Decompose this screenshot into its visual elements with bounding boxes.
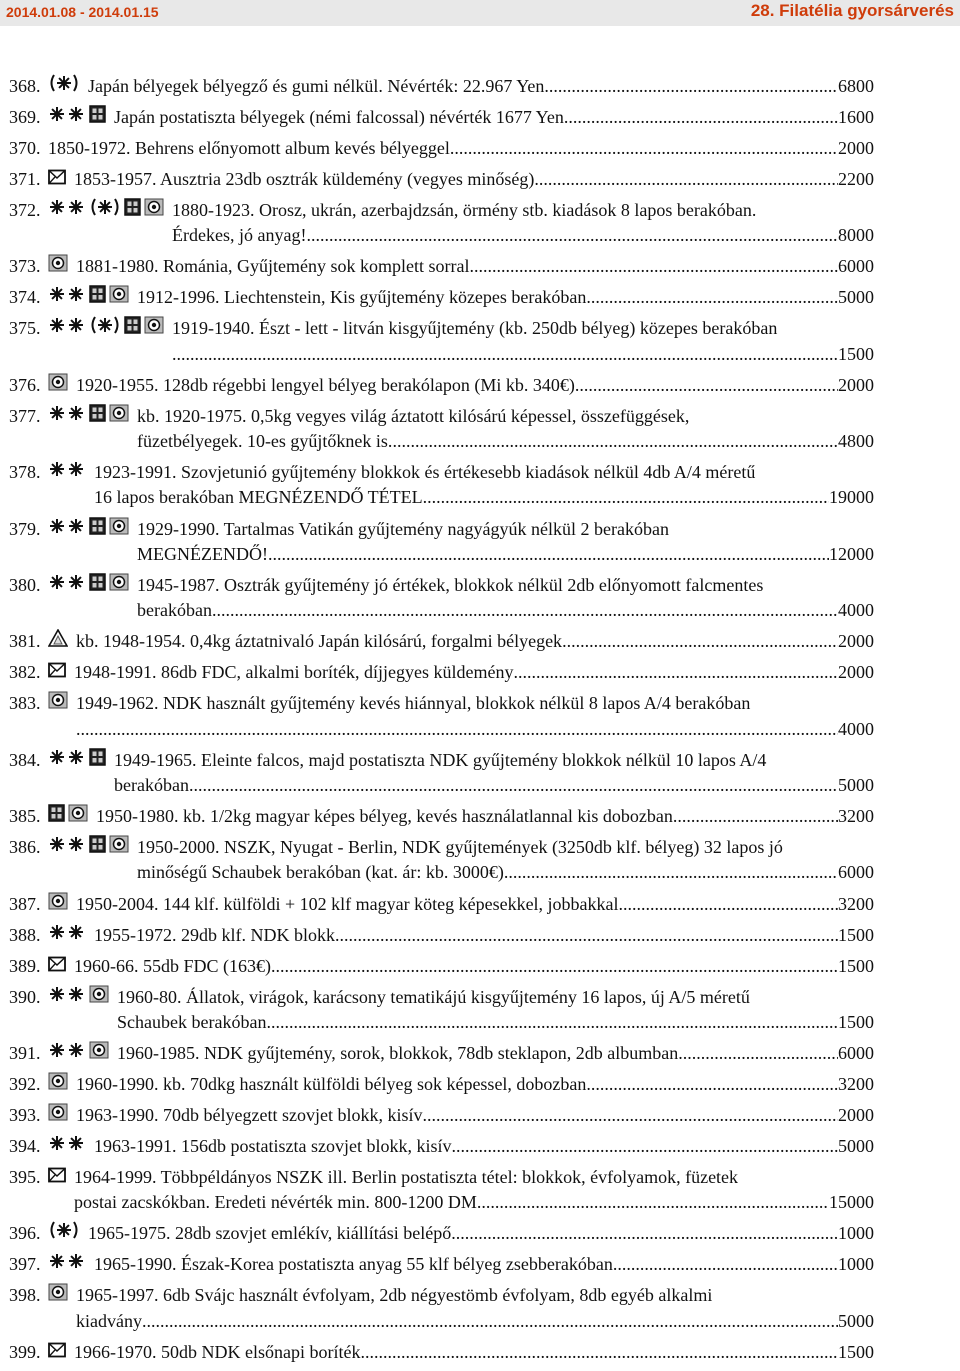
leader-dots bbox=[673, 804, 838, 829]
mint-icon bbox=[48, 460, 86, 485]
lot-number: 371. bbox=[9, 169, 41, 189]
starting-price: 1500 bbox=[838, 1011, 874, 1032]
description-text: 1950-1980. kb. 1/2kg magyar képes bélyeg, kevés használatlannal kis dobozban bbox=[96, 806, 673, 827]
lot-description bbox=[76, 691, 874, 741]
lot-entry bbox=[9, 1340, 874, 1365]
mint-icon bbox=[48, 748, 86, 773]
lot-number: 372. bbox=[9, 200, 41, 220]
description-text: kb. 1948-1954. 0,4kg áztatnivaló Japán kilósárú, forgalmi bélyegek bbox=[76, 631, 563, 652]
lot-description bbox=[94, 923, 874, 948]
used-icon bbox=[48, 254, 68, 279]
condition-icons bbox=[48, 517, 129, 542]
mint-icon bbox=[48, 404, 86, 429]
lot-description bbox=[88, 1221, 874, 1246]
lot-description bbox=[172, 316, 874, 366]
leader-dots bbox=[189, 773, 838, 798]
description-text: kiadvány bbox=[76, 1310, 142, 1331]
leader-dots bbox=[335, 923, 838, 948]
mint-icon bbox=[48, 316, 86, 341]
cover-icon bbox=[48, 167, 66, 192]
lot-entry bbox=[9, 316, 874, 366]
starting-price: 1600 bbox=[838, 107, 874, 127]
condition-icons bbox=[48, 748, 106, 773]
leader-dots bbox=[613, 1252, 838, 1277]
description-text: 16 lapos berakóban MEGNÉZENDŐ TÉTEL bbox=[94, 487, 423, 508]
lot-description bbox=[76, 254, 874, 279]
lot-number: 395. bbox=[9, 1167, 41, 1188]
lot-entry bbox=[9, 74, 874, 99]
cover-icon bbox=[48, 1165, 66, 1190]
description-text: füzetbélyegek. 10-es gyűjtőknek is. bbox=[137, 431, 393, 452]
mint-icon bbox=[48, 835, 86, 860]
description-text: Érdekes, jó anyag! bbox=[172, 225, 307, 246]
lot-entry bbox=[9, 136, 874, 161]
leader-dots bbox=[271, 954, 838, 979]
used-icon bbox=[109, 404, 129, 429]
lot-entry bbox=[9, 748, 874, 798]
description-line: 1929-1990. Tartalmas Vatikán gyűjtemény nagyágyúk nélkül 2 berakóban bbox=[137, 518, 669, 539]
lot-number: 388. bbox=[9, 924, 41, 945]
condition-icons bbox=[48, 892, 68, 917]
cover-icon bbox=[48, 660, 66, 685]
leader-dots bbox=[422, 1103, 838, 1128]
used-icon bbox=[109, 835, 129, 860]
hinged-icon bbox=[89, 198, 121, 223]
starting-price: 12000 bbox=[829, 543, 874, 564]
mint-icon bbox=[48, 1041, 86, 1066]
starting-price: 2000 bbox=[838, 662, 874, 683]
lot-number: 397. bbox=[9, 1254, 41, 1275]
lot-entry bbox=[9, 285, 874, 310]
starting-price: 6000 bbox=[838, 1043, 874, 1064]
leader-dots bbox=[619, 892, 838, 917]
condition-icons bbox=[48, 198, 164, 223]
starting-price: 3200 bbox=[838, 806, 874, 827]
lot-description bbox=[137, 835, 874, 885]
description-text: 1850-1972. Behrens előnyomott album kevés bélyeggel bbox=[48, 138, 450, 158]
description-text: minőségű Schaubek berakóban (kat. ár: kb. 3000€) bbox=[137, 862, 504, 883]
leader-dots bbox=[678, 1041, 838, 1066]
description-text: berakóban bbox=[137, 600, 212, 621]
block-icon bbox=[89, 285, 106, 310]
condition-icons bbox=[48, 835, 129, 860]
used-icon bbox=[109, 285, 129, 310]
lot-description bbox=[48, 136, 874, 161]
leader-dots bbox=[266, 1010, 838, 1035]
lot-description bbox=[137, 285, 874, 310]
lot-description bbox=[74, 167, 874, 192]
lot-number: 396. bbox=[9, 1223, 41, 1244]
condition-icons bbox=[48, 629, 68, 654]
lot-number: 390. bbox=[9, 986, 41, 1007]
cover-icon bbox=[48, 954, 66, 979]
condition-icons bbox=[48, 254, 68, 279]
starting-price: 1500 bbox=[838, 955, 874, 976]
starting-price: 6800 bbox=[838, 76, 874, 96]
lot-description bbox=[88, 74, 874, 99]
mint-icon bbox=[48, 1134, 86, 1159]
lot-entry bbox=[9, 1252, 874, 1277]
description-text: 1853-1957. Ausztria 23db osztrák küldemény (vegyes minőség) bbox=[74, 169, 535, 189]
starting-price: 19000 bbox=[829, 487, 874, 508]
hinged-icon bbox=[48, 1221, 80, 1246]
starting-price: 6000 bbox=[838, 256, 874, 277]
description-text: 1881-1980. Románia, Gyűjtemény sok komplett sorral bbox=[76, 256, 470, 277]
condition-icons bbox=[48, 316, 164, 341]
description-text: 1966-1970. 50db NDK elsőnapi boríték bbox=[74, 1341, 361, 1362]
lot-number: 375. bbox=[9, 318, 41, 339]
mint-icon bbox=[48, 517, 86, 542]
condition-icons bbox=[48, 1283, 68, 1308]
lot-number: 393. bbox=[9, 1105, 41, 1126]
starting-price: 5000 bbox=[838, 1136, 874, 1157]
lot-description bbox=[76, 1283, 874, 1333]
auction-dates: 2014.01.08 - 2014.01.15 bbox=[6, 4, 159, 20]
lot-description bbox=[74, 954, 874, 979]
used-icon bbox=[48, 373, 68, 398]
used-icon bbox=[48, 1283, 68, 1308]
block-icon bbox=[48, 804, 65, 829]
description-text: .. bbox=[76, 718, 85, 739]
used-icon bbox=[109, 573, 129, 598]
lot-description bbox=[117, 1041, 874, 1066]
description-text: 1965-1975. 28db szovjet emlékív, kiállítási belépő bbox=[88, 1223, 452, 1244]
starting-price: 3200 bbox=[838, 1074, 874, 1095]
hinged-icon bbox=[89, 316, 121, 341]
lot-number: 378. bbox=[9, 462, 41, 483]
lot-number: 394. bbox=[9, 1136, 41, 1157]
auction-title: 28. Filatélia gyorsárverés bbox=[750, 1, 954, 20]
lot-entry bbox=[9, 1283, 874, 1333]
lot-entry bbox=[9, 629, 874, 654]
condition-icons bbox=[48, 1165, 66, 1190]
lot-number: 374. bbox=[9, 287, 41, 308]
leader-dots bbox=[306, 223, 838, 248]
condition-icons bbox=[48, 1221, 80, 1246]
starting-price: 3200 bbox=[838, 893, 874, 914]
lot-description bbox=[76, 1072, 874, 1097]
description-text: 1955-1972. 29db klf. NDK blokk bbox=[94, 924, 335, 945]
lot-entry bbox=[9, 954, 874, 979]
condition-icons bbox=[48, 1340, 66, 1365]
mint-icon bbox=[48, 198, 86, 223]
used-icon bbox=[48, 892, 68, 917]
description-text: .. bbox=[172, 343, 181, 364]
leader-dots bbox=[469, 254, 838, 279]
starting-price: 4000 bbox=[838, 718, 874, 739]
condition-icons bbox=[48, 167, 66, 192]
starting-price: 2000 bbox=[838, 631, 874, 652]
condition-icons bbox=[48, 285, 129, 310]
lot-number: 382. bbox=[9, 662, 41, 683]
condition-icons bbox=[48, 954, 66, 979]
starting-price: 1000 bbox=[838, 1254, 874, 1275]
description-line: 1923-1991. Szovjetunió gyűjtemény blokkok és értékesebb kiadások nélkül 4db A/4 méretű bbox=[94, 462, 756, 483]
mint-icon bbox=[48, 1252, 86, 1277]
cover-icon bbox=[48, 1340, 66, 1365]
description-text: 1960-66. 55db FDC (163€) bbox=[74, 955, 271, 976]
lot-entry bbox=[9, 105, 874, 130]
lot-number: 381. bbox=[9, 631, 41, 652]
starting-price: 1500 bbox=[838, 924, 874, 945]
starting-price: 2200 bbox=[838, 169, 874, 189]
description-text: Schaubek berakóban bbox=[117, 1011, 267, 1032]
block-icon bbox=[89, 404, 106, 429]
leader-dots bbox=[423, 485, 829, 510]
description-line: 1964-1999. Többpéldányos NSZK ill. Berlin postatiszta tétel: blokkok, évfolyamok, füzetek bbox=[74, 1167, 739, 1188]
used-icon bbox=[48, 1072, 68, 1097]
leader-dots bbox=[534, 167, 838, 192]
starting-price: 8000 bbox=[838, 225, 874, 246]
condition-icons bbox=[48, 923, 86, 948]
description-text: 1950-2004. 144 klf. külföldi + 102 klf magyar köteg képesekkel, jobbakkal bbox=[76, 893, 619, 914]
leader-dots bbox=[544, 74, 838, 99]
leader-dots bbox=[85, 717, 838, 742]
starting-price: 1500 bbox=[838, 1341, 874, 1362]
description-line: 1950-2000. NSZK, Nyugat - Berlin, NDK gyűjtemények (3250db klf. bélyeg) 32 lapos jó bbox=[137, 837, 783, 858]
lot-entry bbox=[9, 1134, 874, 1159]
leader-dots bbox=[268, 542, 829, 567]
lot-entry bbox=[9, 660, 874, 685]
leader-dots bbox=[181, 342, 838, 367]
lot-description bbox=[94, 1252, 874, 1277]
starting-price: 1500 bbox=[838, 343, 874, 364]
condition-icons bbox=[48, 804, 88, 829]
condition-icons bbox=[48, 74, 80, 99]
lot-number: 379. bbox=[9, 518, 41, 539]
lot-description bbox=[94, 460, 874, 510]
lot-description bbox=[76, 373, 874, 398]
description-text: 1920-1955. 128db régebbi lengyel bélyeg berakólapon (Mi kb. 340€) bbox=[76, 374, 575, 395]
starting-price: 4800 bbox=[838, 431, 874, 452]
lot-number: 392. bbox=[9, 1074, 41, 1095]
description-text: 1965-1990. Észak-Korea postatiszta anyag 55 klf bélyeg zsebberakóban bbox=[94, 1254, 613, 1275]
lot-number: 398. bbox=[9, 1285, 41, 1306]
description-line: 1945-1987. Osztrák gyűjtemény jó értékek, blokkok nélkül 2db előnyomott falcmentes bbox=[137, 575, 764, 596]
lot-entry bbox=[9, 1221, 874, 1246]
condition-icons bbox=[48, 1041, 109, 1066]
condition-icons bbox=[48, 691, 68, 716]
lot-description bbox=[76, 629, 874, 654]
mint-icon bbox=[48, 285, 86, 310]
lot-number: 385. bbox=[9, 806, 41, 827]
condition-icons bbox=[48, 460, 86, 485]
condition-icons bbox=[48, 985, 109, 1010]
condition-icons bbox=[48, 404, 129, 429]
block-icon bbox=[89, 835, 106, 860]
starting-price: 2000 bbox=[838, 138, 874, 158]
used-icon bbox=[89, 1041, 109, 1066]
lot-description bbox=[76, 892, 874, 917]
leader-dots bbox=[586, 285, 838, 310]
description-line: 1880-1923. Orosz, ukrán, azerbajdzsán, örmény stb. kiadások 8 lapos berakóban. bbox=[172, 200, 757, 220]
block-icon bbox=[89, 517, 106, 542]
leader-dots bbox=[360, 1340, 838, 1365]
lot-entry bbox=[9, 167, 874, 192]
block-icon bbox=[124, 198, 141, 223]
description-text: postai zacskókban. Eredeti névérték min. 800-1200 DM bbox=[74, 1192, 477, 1213]
lot-number: 384. bbox=[9, 749, 41, 770]
description-line: 1960-80. Állatok, virágok, karácsony tematikájú kisgyűjtemény 16 lapos, új A/5 méretű bbox=[117, 986, 750, 1007]
description-line: 1949-1962. NDK használt gyűjtemény kevés hiánnyal, blokkok nélkül 8 lapos A/4 berakóban bbox=[76, 693, 751, 714]
lot-entry bbox=[9, 1072, 874, 1097]
lot-entry bbox=[9, 517, 874, 567]
condition-icons bbox=[48, 373, 68, 398]
starting-price: 2000 bbox=[838, 1105, 874, 1126]
mint-icon bbox=[48, 105, 86, 130]
used-icon bbox=[109, 517, 129, 542]
starting-price: 5000 bbox=[838, 1310, 874, 1331]
block-icon bbox=[89, 573, 106, 598]
condition-icons bbox=[48, 660, 66, 685]
starting-price: 5000 bbox=[838, 775, 874, 796]
starting-price: 15000 bbox=[829, 1192, 874, 1213]
lot-number: 399. bbox=[9, 1341, 41, 1362]
lot-list bbox=[9, 74, 874, 1371]
lot-entry bbox=[9, 835, 874, 885]
used-icon bbox=[144, 316, 164, 341]
lot-entry bbox=[9, 923, 874, 948]
condition-icons bbox=[48, 1134, 86, 1159]
leader-dots bbox=[142, 1309, 838, 1334]
lot-number: 380. bbox=[9, 575, 41, 596]
leader-dots bbox=[212, 598, 838, 623]
condition-icons bbox=[48, 1072, 68, 1097]
description-text: 1912-1996. Liechtenstein, Kis gyűjtemény közepes berakóban bbox=[137, 287, 587, 308]
leader-dots bbox=[451, 1134, 838, 1159]
description-text: berakóban bbox=[114, 775, 189, 796]
starting-price: 5000 bbox=[838, 287, 874, 308]
description-text: 1963-1991. 156db postatiszta szovjet blokk, kisív bbox=[94, 1136, 452, 1157]
lot-description bbox=[74, 660, 874, 685]
leader-dots bbox=[575, 373, 838, 398]
lot-description bbox=[172, 198, 874, 248]
lot-description bbox=[76, 1103, 874, 1128]
lot-entry bbox=[9, 1165, 874, 1215]
condition-icons bbox=[48, 1103, 68, 1128]
block-icon bbox=[89, 748, 106, 773]
lot-entry bbox=[9, 404, 874, 454]
leader-dots bbox=[586, 1072, 838, 1097]
description-text: 1960-1990. kb. 70dkg használt külföldi bélyeg sok képessel, dobozban bbox=[76, 1074, 587, 1095]
used-icon bbox=[48, 691, 68, 716]
description-text: 1948-1991. 86db FDC, alkalmi boríték, díjjegyes küldemény bbox=[74, 662, 514, 683]
lot-number: 376. bbox=[9, 374, 41, 395]
lot-entry bbox=[9, 804, 874, 829]
mint-icon bbox=[48, 985, 86, 1010]
starting-price: 2000 bbox=[838, 374, 874, 395]
leader-dots bbox=[513, 660, 838, 685]
lot-description bbox=[137, 573, 874, 623]
starting-price: 6000 bbox=[838, 862, 874, 883]
description-line: kb. 1920-1975. 0,5kg vegyes világ áztatott kilósárú képessel, összefüggések, bbox=[137, 405, 690, 426]
leader-dots bbox=[477, 1190, 829, 1215]
used-icon bbox=[68, 804, 88, 829]
lot-description bbox=[94, 1134, 874, 1159]
starting-price: 4000 bbox=[838, 600, 874, 621]
lot-entry bbox=[9, 460, 874, 510]
lot-entry bbox=[9, 198, 874, 248]
lot-description bbox=[114, 105, 874, 130]
description-line: 1965-1997. 6db Svájc használt évfolyam, 2db négyestömb évfolyam, 8db egyéb alkalmi bbox=[76, 1285, 713, 1306]
condition-icons bbox=[48, 105, 106, 130]
leader-dots bbox=[451, 1221, 838, 1246]
starting-price: 1000 bbox=[838, 1223, 874, 1244]
lot-description bbox=[137, 404, 874, 454]
lot-number: 389. bbox=[9, 955, 41, 976]
description-text: 1960-1985. NDK gyűjtemény, sorok, blokkok, 78db steklapon, 2db albumban bbox=[117, 1043, 679, 1064]
lot-entry bbox=[9, 691, 874, 741]
description-text: Japán bélyegek bélyegző és gumi nélkül. Névérték: 22.967 Yen bbox=[88, 76, 545, 96]
lot-number: 370. bbox=[9, 138, 41, 158]
lot-number: 386. bbox=[9, 837, 41, 858]
lot-number: 373. bbox=[9, 256, 41, 277]
description-text: Japán postatiszta bélyegek (némi falcossal) névérték 1677 Yen bbox=[114, 107, 564, 127]
used-icon bbox=[144, 198, 164, 223]
block-icon bbox=[89, 105, 106, 130]
block-icon bbox=[124, 316, 141, 341]
lot-entry bbox=[9, 1041, 874, 1066]
lot-entry bbox=[9, 892, 874, 917]
lot-number: 383. bbox=[9, 693, 41, 714]
description-text: MEGNÉZENDŐ! bbox=[137, 543, 268, 564]
lot-description bbox=[74, 1165, 874, 1215]
leader-dots bbox=[564, 105, 838, 130]
lot-number: 377. bbox=[9, 405, 41, 426]
leader-dots bbox=[504, 860, 838, 885]
lot-number: 391. bbox=[9, 1043, 41, 1064]
leader-dots bbox=[392, 429, 838, 454]
lot-entry bbox=[9, 985, 874, 1035]
condition-icons bbox=[48, 1252, 86, 1277]
page-header bbox=[0, 0, 960, 26]
lot-number: 368. bbox=[9, 76, 41, 96]
lot-entry bbox=[9, 373, 874, 398]
condition-icons bbox=[48, 573, 129, 598]
leader-dots bbox=[450, 136, 838, 161]
mint-icon bbox=[48, 923, 86, 948]
lot-description bbox=[117, 985, 874, 1035]
lot-description bbox=[96, 804, 874, 829]
lot-description bbox=[114, 748, 874, 798]
lot-number: 387. bbox=[9, 893, 41, 914]
lot-description bbox=[74, 1340, 874, 1365]
leader-dots bbox=[562, 629, 838, 654]
used-icon bbox=[48, 1103, 68, 1128]
hinged-icon bbox=[48, 74, 80, 99]
lot-entry bbox=[9, 254, 874, 279]
lot-entry bbox=[9, 1103, 874, 1128]
lot-icon bbox=[48, 629, 68, 654]
description-text: 1963-1990. 70db bélyegzett szovjet blokk, kisív bbox=[76, 1105, 423, 1126]
lot-number: 369. bbox=[9, 107, 41, 127]
description-line: 1919-1940. Észt - lett - litván kisgyűjtemény (kb. 250db bélyeg) közepes berakóban bbox=[172, 318, 778, 339]
lot-entry bbox=[9, 573, 874, 623]
lot-description bbox=[137, 517, 874, 567]
description-line: 1949-1965. Eleinte falcos, majd postatiszta NDK gyűjtemény blokkok nélkül 10 lapos A/4 bbox=[114, 749, 767, 770]
mint-icon bbox=[48, 573, 86, 598]
used-icon bbox=[89, 985, 109, 1010]
